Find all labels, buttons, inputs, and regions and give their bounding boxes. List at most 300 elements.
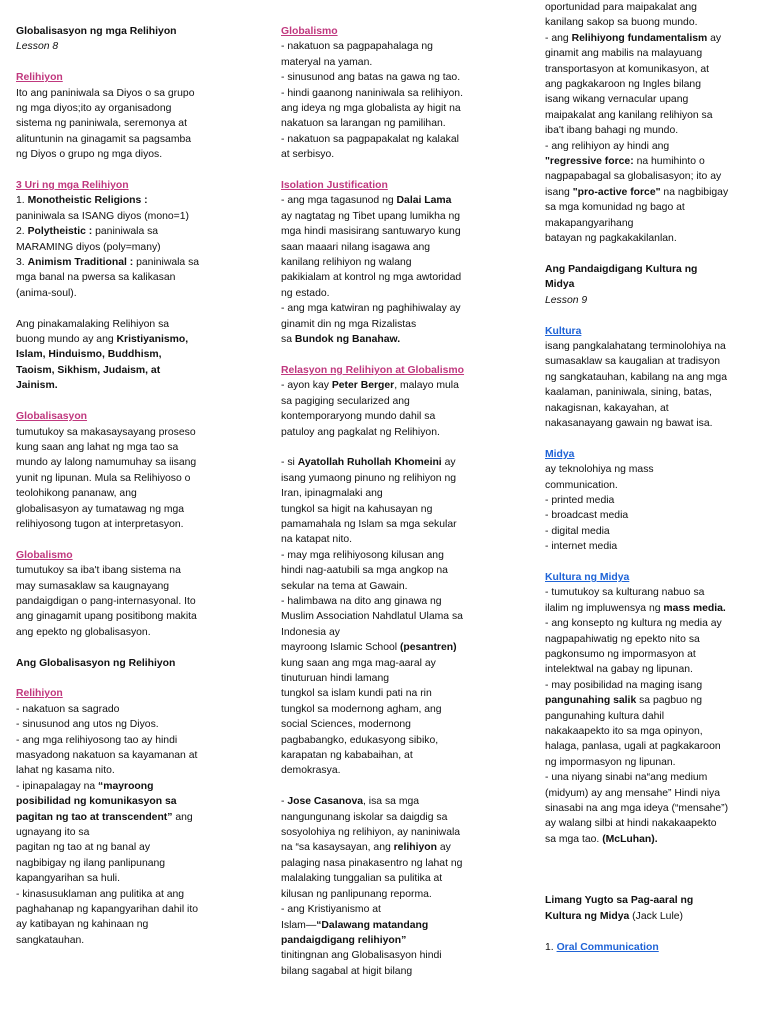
text-line — [281, 609, 495, 624]
text-run: ay katibayan ng kahinaan ng — [16, 919, 149, 931]
text-line — [281, 425, 495, 440]
lesson9-title — [545, 262, 755, 308]
text-line — [16, 502, 226, 517]
text-run: kontemporaryong mundo dahil sa — [281, 411, 436, 423]
text-run: pamamahala ng Islam sa mga sekular — [281, 518, 457, 530]
text-run: nakakaapekto ito sa mga opinyon, — [545, 726, 703, 738]
text-line — [16, 594, 226, 609]
text-line — [281, 671, 495, 686]
text-run: Jainism. — [16, 380, 58, 392]
text-run: (McLuhan). — [602, 833, 658, 845]
text-line — [16, 39, 226, 54]
text-run: Indonesia ay — [281, 626, 340, 638]
text-run: oportunidad para maipakalat ang — [545, 2, 697, 13]
text-run: hindi nag-aatubili sa mga angkop na — [281, 565, 448, 577]
text-run: Relihiyong fundamentalism — [571, 32, 708, 44]
text-run: - ayon kay — [281, 380, 332, 392]
text-line — [545, 570, 755, 585]
text-line — [545, 616, 755, 631]
text-line — [16, 748, 226, 763]
text-run: Globalisasyon ng mga Relihiyon — [16, 26, 177, 37]
text-run: Iran, ipinagmalaki ang — [281, 488, 383, 500]
text-run: Kultura ng Midya — [545, 910, 630, 922]
text-run: sekular na tema at Gawain. — [281, 580, 408, 592]
text-run: paniniwala sa ISANG diyos (mono=1) — [16, 210, 189, 222]
text-run: - ang relihiyon ay hindi ang — [545, 140, 670, 152]
text-run: MARAMING diyos (poly=many) — [16, 241, 161, 253]
text-line — [545, 478, 755, 493]
text-run: bilang sagabal at higit bilang — [281, 965, 413, 977]
section-heading-link[interactable]: 3 Uri ng mga Relihiyon — [16, 180, 129, 192]
text-run: 1. — [16, 195, 28, 207]
text-line — [281, 486, 495, 501]
text-line — [281, 748, 495, 763]
text-run: Polytheistic : — [27, 226, 93, 238]
text-run: Ang Pandaigdigang Kultura ng — [545, 263, 698, 275]
text-line — [281, 116, 495, 131]
text-run: Peter Berger — [331, 380, 395, 392]
text-run: kilusan ng panlipunang reporma. — [281, 888, 432, 900]
text-run: - ipinapalagay na — [16, 780, 99, 792]
text-line — [16, 70, 226, 85]
text-run: - internet media — [545, 541, 618, 553]
text-line — [545, 863, 755, 878]
text-run: isang pangkalahatang terminolohiya na — [545, 340, 726, 352]
text-line — [545, 231, 755, 246]
text-run: ginamit ang mabilis na malayuang — [545, 48, 703, 60]
text-run: palaging nasa pinakasentro ng lahat ng — [281, 857, 463, 869]
text-run: transportasyon at komunikasyon, at — [545, 63, 710, 75]
kultura-ng-midya-section — [545, 570, 755, 847]
text-run: patuloy ang pagkalat ng Relihiyon. — [281, 426, 440, 438]
midya-section — [545, 447, 755, 555]
text-line — [16, 347, 226, 362]
text-run: ng sangkatauhan, kabilang na ang mga — [545, 371, 727, 383]
column-middle — [281, 24, 495, 995]
text-line — [545, 585, 755, 600]
kultura-section — [545, 324, 755, 432]
text-line — [281, 548, 495, 563]
text-line — [281, 563, 495, 578]
text-run: “Dalawang matandang — [316, 919, 429, 931]
text-run: “mayroong — [98, 780, 154, 792]
text-run: (Jack Lule) — [629, 910, 684, 922]
text-line — [16, 363, 226, 378]
text-line — [16, 147, 226, 162]
text-line — [16, 455, 226, 470]
column-right — [545, 2, 755, 970]
text-line — [281, 363, 495, 378]
text-line — [16, 902, 226, 917]
text-run: materyal na yaman. — [281, 56, 373, 68]
text-line — [281, 579, 495, 594]
text-line — [545, 370, 755, 385]
text-run: pagkonsumo ng impormasyon at — [545, 649, 696, 660]
text-run: - may mga relihiyosong kilusan ang — [281, 549, 444, 561]
text-line — [16, 471, 226, 486]
text-run: Lesson 8 — [16, 41, 59, 53]
oportunidad-section — [545, 0, 755, 247]
text-line — [545, 539, 755, 554]
text-line — [16, 840, 226, 855]
text-run: teolohikong pananaw, ang — [16, 488, 137, 500]
text-line — [16, 825, 226, 840]
text-line — [16, 255, 226, 270]
text-run: - ang mga katwiran ng paghihiwalay ay — [281, 303, 461, 315]
text-run: kapangyarihan sa huli. — [16, 873, 120, 885]
section-heading-link[interactable]: Globalismo — [16, 549, 73, 561]
text-line — [281, 532, 495, 547]
text-line — [16, 763, 226, 778]
text-line — [281, 209, 495, 224]
text-line — [281, 856, 495, 871]
text-run: pandaigdigan o pang-internasyonal. Ito — [16, 595, 196, 607]
text-line — [545, 108, 755, 123]
text-line — [545, 909, 755, 924]
text-line — [545, 739, 755, 754]
text-line — [545, 385, 755, 400]
text-run: , isa sa mga — [363, 796, 420, 808]
text-run: (anima-soul). — [16, 287, 77, 299]
text-line — [545, 678, 755, 693]
text-run: ang ginagamit upang positibong makita — [16, 611, 197, 623]
text-run: - broadcast media — [545, 510, 629, 522]
text-run: ng impormasyon ng lipunan. — [545, 756, 676, 768]
text-line — [16, 733, 226, 748]
text-line — [545, 354, 755, 369]
section-heading-link[interactable]: Globalismo — [281, 26, 338, 37]
text-run: ang pagkakaroon ng Ingles bilang — [545, 79, 701, 91]
text-run: halaga, panlasa, ugali at pagkakaroon — [545, 741, 721, 753]
text-run: posibilidad ng komunikasyon sa — [16, 796, 177, 808]
text-run: tumutukoy sa makasaysayang proseso — [16, 426, 196, 438]
text-line — [16, 548, 226, 563]
text-run: ay nagtatag ng Tibet upang lumikha ng — [281, 210, 461, 222]
text-line — [281, 240, 495, 255]
text-line — [545, 647, 755, 662]
text-line — [16, 270, 226, 285]
text-line — [281, 455, 495, 470]
text-run: Islam— — [281, 919, 317, 931]
pinakamalaking-section — [16, 317, 226, 394]
text-line — [16, 917, 226, 932]
text-line — [16, 717, 226, 732]
text-run: - tumutukoy sa kulturang nabuo sa — [545, 587, 705, 599]
text-run: pangunahing salik — [545, 695, 637, 707]
text-line — [545, 662, 755, 677]
text-run: Ang pinakamalaking Relihiyon sa — [16, 318, 170, 330]
text-line — [16, 178, 226, 193]
text-run: sangkatauhan. — [16, 934, 85, 946]
text-run: paghahanap ng kapangyarihan dahil ito — [16, 904, 198, 916]
text-line — [545, 92, 755, 107]
text-run: nagpapabagal sa globalisasyon; ito ay — [545, 171, 722, 183]
text-run: social Sciences, modernong — [281, 719, 411, 731]
section-heading-link[interactable]: Kultura ng Midya — [545, 571, 630, 583]
text-run: pangunahing kultura dahil — [545, 710, 665, 722]
text-line — [545, 277, 755, 292]
text-run: relihiyon — [393, 842, 437, 854]
text-line — [16, 702, 226, 717]
text-line — [281, 517, 495, 532]
text-run: relihiyosong tugon at interpretasyon. — [16, 518, 184, 530]
text-line — [281, 502, 495, 517]
text-run: "pro-active force" — [572, 186, 661, 198]
text-run: nakagisnan, kakayahan, at — [545, 402, 669, 414]
text-line — [281, 871, 495, 886]
text-run: yunit ng lipunan. Mula sa Relihiyoso o — [16, 472, 191, 484]
text-run: sa mga tao. — [545, 833, 603, 845]
text-run: Kristiyanismo, — [116, 334, 189, 346]
text-line — [16, 378, 226, 393]
text-run: may sumasaklaw sa kaugnayang — [16, 580, 170, 592]
text-run: pakikialam at kontrol ng mga awtoridad — [281, 272, 462, 284]
text-line — [16, 563, 226, 578]
text-run: tungkol sa islam kundi pati na rin — [281, 688, 432, 700]
text-line — [16, 871, 226, 886]
text-run: - hindi gaanong naniniwala sa relihiyon. — [281, 87, 463, 99]
text-run: Lesson 9 — [545, 294, 588, 306]
text-run: iba't ibang bahagi ng mundo. — [545, 125, 679, 137]
text-run: 2. — [16, 226, 28, 238]
relihiyon-section — [16, 70, 226, 162]
text-run: - sinusunod ang batas na gawa ng tao. — [281, 72, 461, 84]
text-line — [281, 224, 495, 239]
text-run: malalaking tunggalian sa pulitika at — [281, 873, 443, 885]
text-run: sosyolohiya ng relihiyon, ay naniniwala — [281, 827, 461, 839]
text-run: ilalim ng impluwensya ng — [545, 602, 664, 614]
relasyon-section — [281, 363, 495, 440]
text-run: isang — [545, 186, 573, 198]
text-line — [281, 656, 495, 671]
text-line — [281, 794, 495, 809]
text-run: na “sa kasaysayan, ang — [281, 842, 394, 854]
text-run: tungkol sa modernong agham, ang — [281, 703, 442, 715]
text-line — [16, 794, 226, 809]
text-run: - nakatuon sa sagrado — [16, 703, 120, 715]
text-line — [16, 609, 226, 624]
text-run: kanilang sakop sa buong mundo. — [545, 17, 698, 29]
text-line — [281, 717, 495, 732]
text-run: (pesantren) — [399, 642, 457, 654]
text-run: mga banal na pwersa sa kalikasan — [16, 272, 176, 284]
oral-communication-item — [545, 940, 755, 955]
text-line — [545, 832, 755, 847]
text-run: 1. — [545, 941, 557, 953]
text-run: ng Diyos o grupo ng mga diyos. — [16, 149, 163, 161]
text-line — [545, 293, 755, 308]
text-run: sa pagiging secularized ang — [281, 395, 410, 407]
text-run: na katapat nito. — [281, 534, 353, 546]
text-run: Jose Casanova — [287, 796, 364, 808]
text-run: 3. — [16, 257, 28, 269]
text-line — [281, 193, 495, 208]
section-heading-link[interactable]: Oral Communication — [556, 941, 659, 953]
text-run: globalisasyon ay tumatawag ng mga — [16, 503, 185, 515]
text-run: nakasanayang gawain ng bawat isa. — [545, 417, 713, 429]
text-run: mayroong Islamic School — [281, 642, 400, 654]
doc-title — [16, 24, 226, 55]
text-line — [16, 933, 226, 948]
text-run: kung saan ang lahat ng mga tao sa — [16, 441, 179, 453]
text-run: pagbabangko, edukasyong sibiko, — [281, 734, 439, 746]
text-run: - ang — [545, 32, 572, 44]
text-run: Muslim Association Nahdlatul Ulama sa — [281, 611, 463, 623]
text-line — [545, 77, 755, 92]
text-run: ay — [436, 842, 451, 854]
text-run: - nakatuon sa pagpapakalat ng kalakal — [281, 133, 459, 145]
text-run: mga hindi masisirang santuwaryo kung — [281, 226, 461, 238]
section-heading-link[interactable]: Isolation Justification — [281, 180, 388, 192]
text-line — [281, 640, 495, 655]
text-line — [281, 825, 495, 840]
text-line — [545, 262, 755, 277]
text-line — [281, 964, 495, 979]
text-run: Taoism, Sikhism, Judaism, at — [16, 364, 161, 376]
text-run: ang — [172, 811, 193, 823]
text-line — [16, 116, 226, 131]
text-run: Monotheistic Religions : — [27, 195, 148, 207]
section-heading-link[interactable]: Globalisasyon — [16, 411, 88, 423]
text-line — [281, 24, 495, 39]
text-line — [281, 147, 495, 162]
text-line — [281, 317, 495, 332]
text-run: nagbibigay ng ilang panlipunang — [16, 857, 166, 869]
text-line — [545, 62, 755, 77]
text-run: sumasaklaw sa kaugalian at tradisyon — [545, 356, 721, 368]
text-line — [281, 132, 495, 147]
text-run: ang epekto ng globalisasyon. — [16, 626, 151, 638]
text-line — [545, 724, 755, 739]
text-run: pagitan ng tao at transcendent” — [16, 811, 173, 823]
uri-section — [16, 178, 226, 301]
text-run: kaalaman, paniniwala, sining, batas, — [545, 387, 712, 399]
text-run: Islam, Hinduismo, Buddhism, — [16, 349, 162, 361]
text-line — [545, 447, 755, 462]
text-run: ng mga diyos;ito ay organisadong — [16, 103, 172, 115]
text-line — [545, 770, 755, 785]
text-line — [545, 632, 755, 647]
text-line — [281, 378, 495, 393]
text-run: - may posibilidad na maging isang — [545, 679, 703, 691]
text-line — [545, 493, 755, 508]
text-run: sinasabi na ang mga ideya (“mensahe”) — [545, 803, 729, 815]
text-line — [545, 123, 755, 138]
text-line — [281, 933, 495, 948]
text-line — [16, 887, 226, 902]
text-run: batayan ng pagkakakilanlan. — [545, 233, 677, 245]
text-run: na nagbibigay — [660, 186, 729, 198]
text-line — [16, 132, 226, 147]
text-line — [545, 139, 755, 154]
text-line — [545, 786, 755, 801]
ang-globalisasyon-heading — [16, 656, 226, 671]
text-line — [545, 601, 755, 616]
limang-yugto-section — [545, 893, 755, 924]
text-line — [16, 779, 226, 794]
text-run: kanilang relihiyon ng walang — [281, 257, 412, 269]
globalismo-list-section — [281, 24, 495, 163]
section-heading-link[interactable]: Relihiyon — [16, 688, 63, 700]
text-line — [545, 893, 755, 908]
text-run: - sinusunod ang utos ng Diyos. — [16, 719, 159, 731]
text-run: makapangyarihang — [545, 217, 634, 229]
text-run: pandaigdigang relihiyon” — [281, 934, 407, 946]
text-run: karapatan ng kababaihan, at — [281, 750, 413, 762]
text-line — [545, 46, 755, 61]
text-line — [545, 940, 755, 955]
text-run: paniniwala sa — [92, 226, 159, 238]
text-line — [16, 209, 226, 224]
text-line — [545, 693, 755, 708]
text-run: Dalai Lama — [396, 195, 452, 207]
text-run: ay teknolohiya ng mass — [545, 464, 654, 476]
text-line — [16, 486, 226, 501]
section-heading-link[interactable]: Midya — [545, 448, 575, 460]
text-run: nagpapahiwatig ng epekto nito sa — [545, 633, 700, 645]
text-line — [281, 332, 495, 347]
text-line — [545, 169, 755, 184]
text-line — [16, 224, 226, 239]
text-run: nakatuon sa larangan ng pamilihan. — [281, 118, 446, 130]
text-line — [16, 317, 226, 332]
text-line — [281, 101, 495, 116]
section-heading-link[interactable]: Relihiyon — [16, 72, 63, 84]
text-run: tungkol sa higit na kahusayan ng — [281, 503, 433, 515]
text-line — [545, 324, 755, 339]
text-line — [281, 178, 495, 193]
text-line — [545, 801, 755, 816]
text-line — [545, 0, 755, 15]
text-run: communication. — [545, 479, 618, 491]
text-run: masyadong nakatuon sa kayamanan at — [16, 749, 198, 761]
text-line — [281, 918, 495, 933]
text-run: Midya — [545, 279, 575, 291]
text-run: - nakatuon sa pagpapahalaga ng — [281, 41, 433, 53]
text-line — [281, 887, 495, 902]
text-line — [16, 579, 226, 594]
text-line — [545, 755, 755, 770]
text-line — [281, 409, 495, 424]
text-run: sa pagbuo ng — [636, 695, 703, 707]
spacer — [545, 863, 755, 878]
text-run: - printed media — [545, 494, 615, 506]
section-heading-link[interactable]: Kultura — [545, 325, 582, 337]
text-run: intelektwal na gabay ng lipunan. — [545, 664, 693, 676]
text-run: - una niyang sinabi na“ang medium — [545, 772, 708, 784]
section-heading-link[interactable]: Relasyon ng Relihiyon at Globalismo — [281, 364, 465, 376]
text-run: Ayatollah Ruhollah Khomeini — [297, 457, 442, 469]
text-line — [545, 154, 755, 169]
text-run: kung saan ang mga mag-aaral ay — [281, 657, 436, 669]
text-run: - ang mga tagasunod ng — [281, 195, 397, 207]
text-line — [16, 517, 226, 532]
khomeini-section — [281, 455, 495, 779]
text-run: - ang mga relihiyosong tao ay hindi — [16, 734, 178, 746]
text-run: - — [281, 796, 288, 808]
text-line — [281, 625, 495, 640]
text-run: mundo ay lalong namumuhay sa iisang — [16, 457, 197, 469]
text-run: tinuturuan hindi lamang — [281, 673, 390, 685]
text-run: isang wikang vernacular upang — [545, 94, 689, 106]
text-line — [16, 193, 226, 208]
text-line — [16, 409, 226, 424]
text-run: mass media. — [663, 602, 726, 614]
text-line — [16, 686, 226, 701]
text-line — [281, 86, 495, 101]
text-line — [545, 462, 755, 477]
text-run: Bundok ng Banahaw. — [294, 334, 401, 346]
